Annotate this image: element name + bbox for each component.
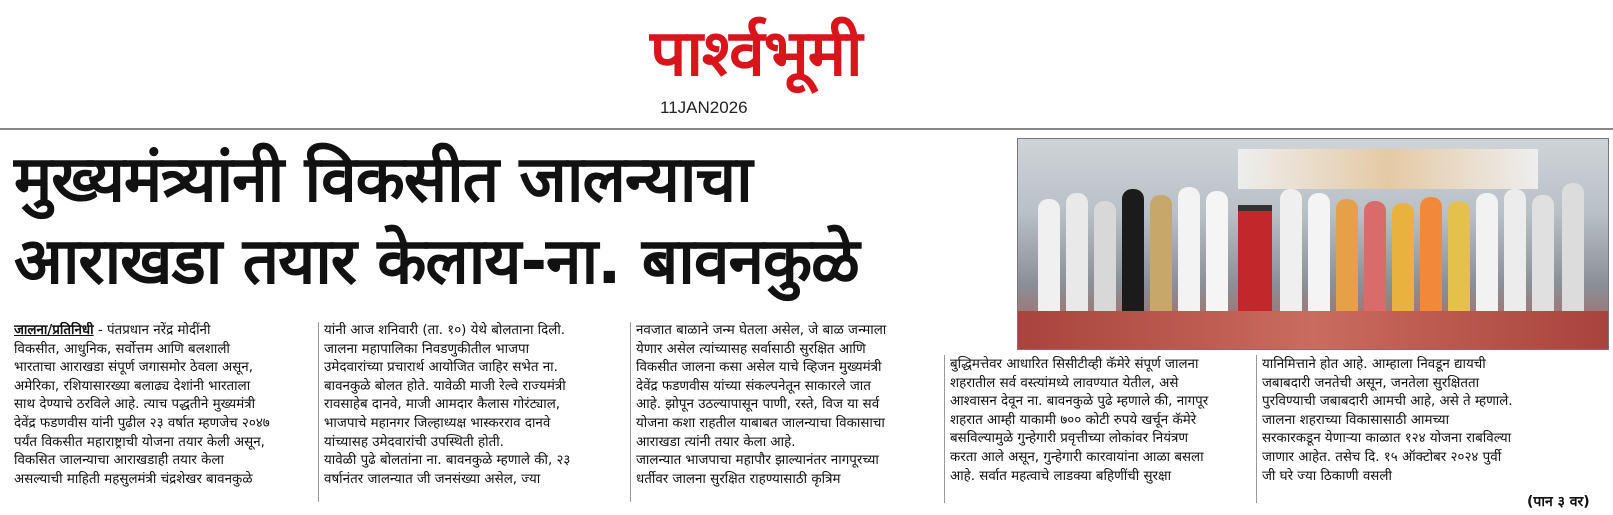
photo-person	[1420, 197, 1442, 319]
column-line: आश्वासन देवून ना. बावनकुळे पुढे म्हणाले की, नागपूर	[950, 394, 1209, 410]
header-rule	[0, 128, 1613, 130]
article-column-5	[1262, 356, 1607, 486]
photo-person	[1308, 193, 1330, 319]
photo-person	[1476, 193, 1498, 319]
column-line: विकसीत, आधुनिक, सर्वोत्तम आणि बलशाली	[14, 341, 230, 357]
column-line: यानिमित्ताने होत आहे. आम्हाला निवडून द्यायची	[1262, 357, 1486, 372]
column-line: जबाबदारी जनतेची असून, जनतेला सुरक्षितता	[1262, 375, 1480, 391]
photo-person	[1532, 195, 1554, 319]
photo-podium	[1238, 205, 1272, 321]
photo-stage-banner	[1238, 149, 1538, 189]
column-line: शहरातील सर्व वस्त्यांमध्ये लावण्यात येतील, असे	[950, 375, 1179, 391]
column-line: बावनकुळे बोलत होते. यावेळी माजी रेल्वे राज्यमंत्री	[324, 378, 566, 394]
photo-person	[1206, 191, 1228, 319]
photo-person	[1122, 189, 1144, 319]
photo-person	[1562, 183, 1584, 319]
continued-on-page-label: (पान ३ वर)	[1527, 494, 1590, 510]
column-line: जालना महापालिका निवडणुकीतील भाजपा	[324, 341, 530, 357]
column-line: उमेदवारांच्या प्रचारार्थ आयोजित जाहिर सभेत ना.	[324, 360, 558, 376]
column-line: रावसाहेब दानवे, माजी आमदार कैलास गोरंट्याल,	[324, 397, 561, 413]
column-line: - पंतप्रधान नरेंद्र मोदींनी	[93, 323, 211, 338]
photo-person	[1448, 201, 1470, 319]
column-divider	[1256, 355, 1257, 503]
photo-person	[1336, 199, 1358, 319]
column-line: येणार असेल त्यांच्यासह सर्वासाठी सुरक्षित आणि	[636, 341, 866, 357]
article-column-1	[14, 322, 314, 489]
column-divider	[630, 322, 631, 502]
photo-person	[1066, 193, 1088, 319]
column-line: असल्याची माहिती महसुलमंत्री चंद्रशेखर बावनकुळे	[14, 471, 253, 487]
column-line: सरकारकडून येणाऱ्या काळात १२४ योजना राबविल्या	[1262, 431, 1512, 447]
column-line: धर्तीवर जालना सुरक्षित राहण्यासाठी कृत्रिम	[636, 471, 841, 487]
byline: जालना/प्रतिनिधी	[14, 323, 94, 338]
photo-person	[1038, 199, 1060, 319]
column-line: बसविल्यामुळे गुन्हेगारी प्रवृत्तीच्या लोकांवर नियंत्रण	[950, 431, 1189, 447]
column-line: शहरात आम्ही याकामी ७०० कोटी रुपये खर्चून कॅमेरे	[950, 412, 1197, 428]
article-column-4	[950, 356, 1252, 486]
column-line: जालना शहराच्या विकासासाठी आमच्या	[1262, 412, 1450, 428]
column-line: भारताचा आराखडा संपूर्ण जगासमोर ठेवला असून,	[14, 360, 253, 376]
column-line: बुद्धिमत्तेवर आधारित सिसीटीव्ही कॅमेरे संपूर्ण जालना	[950, 357, 1199, 372]
photo-person	[1150, 195, 1172, 319]
column-line: योजना कशा राहतील याबाबत जालन्याचा विकासाचा	[636, 415, 885, 431]
photo-person	[1280, 189, 1302, 319]
column-line: जी घरे ज्या ठिकाणी वसली	[1262, 468, 1392, 484]
column-line: आहे. सर्वात महत्वाचे लाडक्या बहिणींची सुरक्षा	[950, 468, 1172, 484]
photo-person	[1364, 201, 1386, 319]
column-line: विकसित जालन्याचा आराखडाही तयार केला	[14, 453, 224, 469]
column-line: भाजपाचे महानगर जिल्हाध्यक्ष भास्करराव दानवे	[324, 415, 551, 431]
column-line: जालन्यात भाजपाचा महापौर झाल्यानंतर नागपूरच्या	[636, 453, 879, 469]
newspaper-masthead: पार्श्वभूमी	[650, 17, 862, 91]
headline-line-1: मुख्यमंत्र्यांनी विकसीत जालन्याचा	[14, 143, 752, 217]
column-line: वर्षानंतर जालन्यात जी जनसंख्या असेल, ज्या	[324, 471, 541, 487]
photo-person	[1504, 189, 1526, 319]
photo-person	[1178, 187, 1200, 319]
article-column-3	[636, 322, 940, 489]
column-line: यावेळी पुढे बोलतांना ना. बावनकुळे म्हणाले की, २३	[324, 453, 571, 469]
column-line: यांनी आज शनिवारी (ता. १०) येथे बोलताना दिली.	[324, 323, 566, 338]
column-line: देवेंद्र फडणवीस यांनी पुढील २३ वर्षात म्हणजेच २०४७	[14, 415, 270, 431]
photo-person	[1094, 201, 1116, 319]
column-line: विकसीत जालना कसा असेल याचे व्हिजन मुख्यमंत्री	[636, 360, 882, 376]
photo-stage-floor	[1018, 311, 1608, 349]
news-photo-image	[1017, 138, 1609, 350]
column-line: करता आले असून, गुन्हेगारी कारवायांना आळा बसला	[950, 449, 1204, 465]
column-line: यांच्यासह उमेदवारांची उपस्थिती होती.	[324, 434, 504, 450]
publication-date: 11JAN2026	[660, 98, 748, 117]
column-line: देवेंद्र फडणवीस यांच्या संकल्पनेतून साकारले जात	[636, 378, 871, 394]
article-column-2	[324, 322, 626, 489]
column-line: आराखडा त्यांनी तयार केला आहे.	[636, 434, 796, 450]
column-divider	[318, 322, 319, 502]
photo-person	[1392, 203, 1414, 319]
column-line: अमेरिका, रशियासारख्या बलाढ्य देशांनी भारताला	[14, 378, 251, 394]
column-line: पर्यंत विकसीत महाराष्ट्राची योजना तयार केली असून,	[14, 434, 265, 450]
column-line: पुरविण्याची जबाबदारी आमची आहे, असे ते म्हणाले.	[1262, 394, 1513, 410]
column-line: आहे. झोपून उठल्यापासून पाणी, रस्ते, विज या सर्व	[636, 397, 880, 413]
column-divider	[944, 355, 945, 503]
column-line: नवजात बाळाने जन्म घेतला असेल, जे बाळ जन्माला	[636, 323, 887, 338]
column-line: जाणार आहेत. तसेच दि. १५ ऑक्टोबर २०२४ पुर्वी	[1262, 449, 1502, 465]
headline-line-2: आराखडा तयार केलाय-ना. बावनकुळे	[14, 225, 859, 299]
column-line: साथ देण्याचे ठरविले आहे. त्याच पद्धतीने मुख्यमंत्री	[14, 397, 256, 413]
